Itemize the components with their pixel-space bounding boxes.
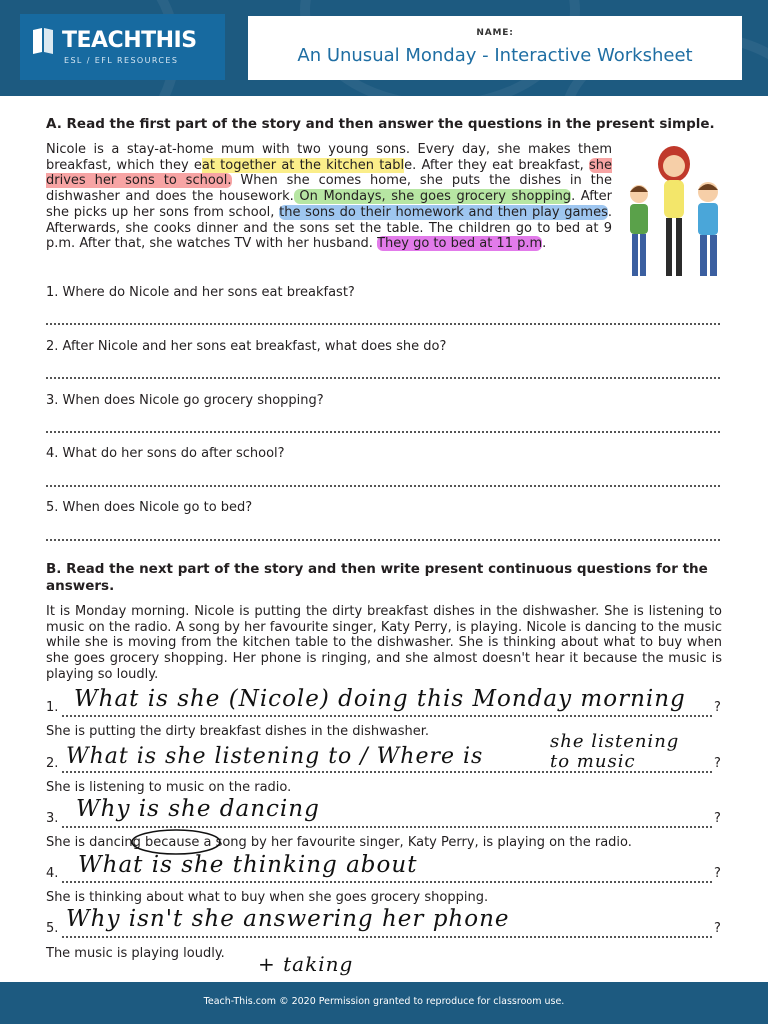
story-segment: When she comes home, she puts the dishes in the dishwasher and does the housework.: [46, 173, 612, 205]
question-a-5: 5. When does Nicole go to bed?: [46, 500, 253, 515]
highlight-yellow: at together at the kitchen tabl: [201, 157, 405, 173]
answer-line[interactable]: [62, 714, 712, 717]
question-a-2: 2. After Nicole and her sons eat breakfast, what does she do?: [46, 339, 447, 354]
handwritten-answer: What is she listening to / Where is: [66, 744, 484, 769]
story-segment: . After she picks up her sons from school,: [46, 189, 613, 220]
highlight-blue: the sons do their homework and then play games: [279, 204, 608, 220]
question-mark: ?: [714, 756, 721, 771]
answer-line[interactable]: [46, 375, 720, 379]
logo-subtitle: ESL / EFL RESOURCES: [64, 56, 179, 65]
item-number: 1.: [46, 700, 59, 715]
answer-line[interactable]: [62, 880, 712, 883]
question-mark: ?: [714, 866, 721, 881]
logo-text: TEACHTHIS: [62, 28, 197, 53]
section-b-story: It is Monday morning. Nicole is putting the dirty breakfast dishes in the dishwasher. She is listening to music on the radio. A song by her favourite singer, Katy Perry, is playing. Nicole is dancing to the music while she is moving from the kitchen table to the dishwasher. She is thinking about what to buy when she goes grocery shopping. Her phone is ringing, and she almost doesn't hear it because the music is playing so loudly.: [46, 604, 722, 682]
handwritten-answer: What is she (Nicole) doing this Monday morning: [74, 686, 686, 712]
question-a-4: 4. What do her sons do after school?: [46, 446, 285, 461]
given-answer: The music is playing loudly.: [46, 946, 225, 961]
section-a-title: A. Read the first part of the story and then answer the questions in the present simple.: [46, 116, 715, 132]
given-answer: She is thinking about what to buy when she goes grocery shopping.: [46, 890, 489, 905]
page-title: An Unusual Monday - Interactive Worksheet: [297, 45, 693, 66]
story-segment: Nicole is a stay-at-home mum with two young sons. Every day, she makes them breakfast, which they e: [46, 142, 612, 173]
handwritten-extra: + taking: [258, 952, 354, 976]
footer-bar: [0, 982, 768, 1024]
given-answer: She is dancing because a song by her favourite singer, Katy Perry, is playing on the radio.: [46, 835, 632, 850]
question-a-3: 3. When does Nicole go grocery shopping?: [46, 393, 324, 408]
handwritten-answer: Why is she dancing: [76, 796, 320, 822]
given-answer: She is listening to music on the radio.: [46, 780, 292, 795]
highlight-purple: They go to bed at 11 p.m: [377, 236, 543, 252]
header-banner: [0, 0, 768, 96]
given-answer: She is putting the dirty breakfast dishes in the dishwasher.: [46, 724, 430, 739]
item-number: 5.: [46, 921, 59, 936]
family-illustration: [624, 142, 724, 288]
handwritten-answer: What is she thinking about: [78, 852, 418, 878]
highlight-red: she drives her sons to school.: [46, 157, 612, 189]
answer-line[interactable]: [46, 483, 720, 487]
item-number: 3.: [46, 811, 59, 826]
question-mark: ?: [714, 700, 721, 715]
story-segment: e. After they eat breakfast,: [404, 157, 589, 173]
book-icon: [30, 26, 56, 56]
section-a-story: [46, 142, 612, 252]
answer-line[interactable]: [46, 429, 720, 433]
answer-line[interactable]: [46, 537, 720, 541]
question-a-1: 1. Where do Nicole and her sons eat breakfast?: [46, 285, 355, 300]
title-box: [248, 16, 742, 80]
story-segment: .: [542, 236, 547, 252]
handwritten-extra: she listening to music: [550, 731, 680, 772]
item-number: 4.: [46, 866, 59, 881]
question-mark: ?: [714, 811, 721, 826]
section-b-title: B. Read the next part of the story and then write present continuous questions for the answers.: [46, 561, 708, 594]
footer-copyright: Teach-This.com © 2020 Permission granted to reproduce for classroom use.: [203, 996, 565, 1007]
answer-line[interactable]: [46, 321, 720, 325]
handwritten-answer: Why isn't she answering her phone: [66, 906, 510, 932]
question-mark: ?: [714, 921, 721, 936]
answer-line[interactable]: [62, 935, 712, 938]
story-segment: . Afterwards, she cooks dinner and the sons set the table. The children go to bed at 9 p.m. After that, she watches TV with her husband.: [46, 204, 613, 252]
item-number: 2.: [46, 756, 59, 771]
highlight-green: On Mondays, she goes grocery shopping: [293, 189, 572, 205]
teachthis-logo[interactable]: [20, 14, 225, 80]
name-label: NAME:: [476, 28, 514, 38]
